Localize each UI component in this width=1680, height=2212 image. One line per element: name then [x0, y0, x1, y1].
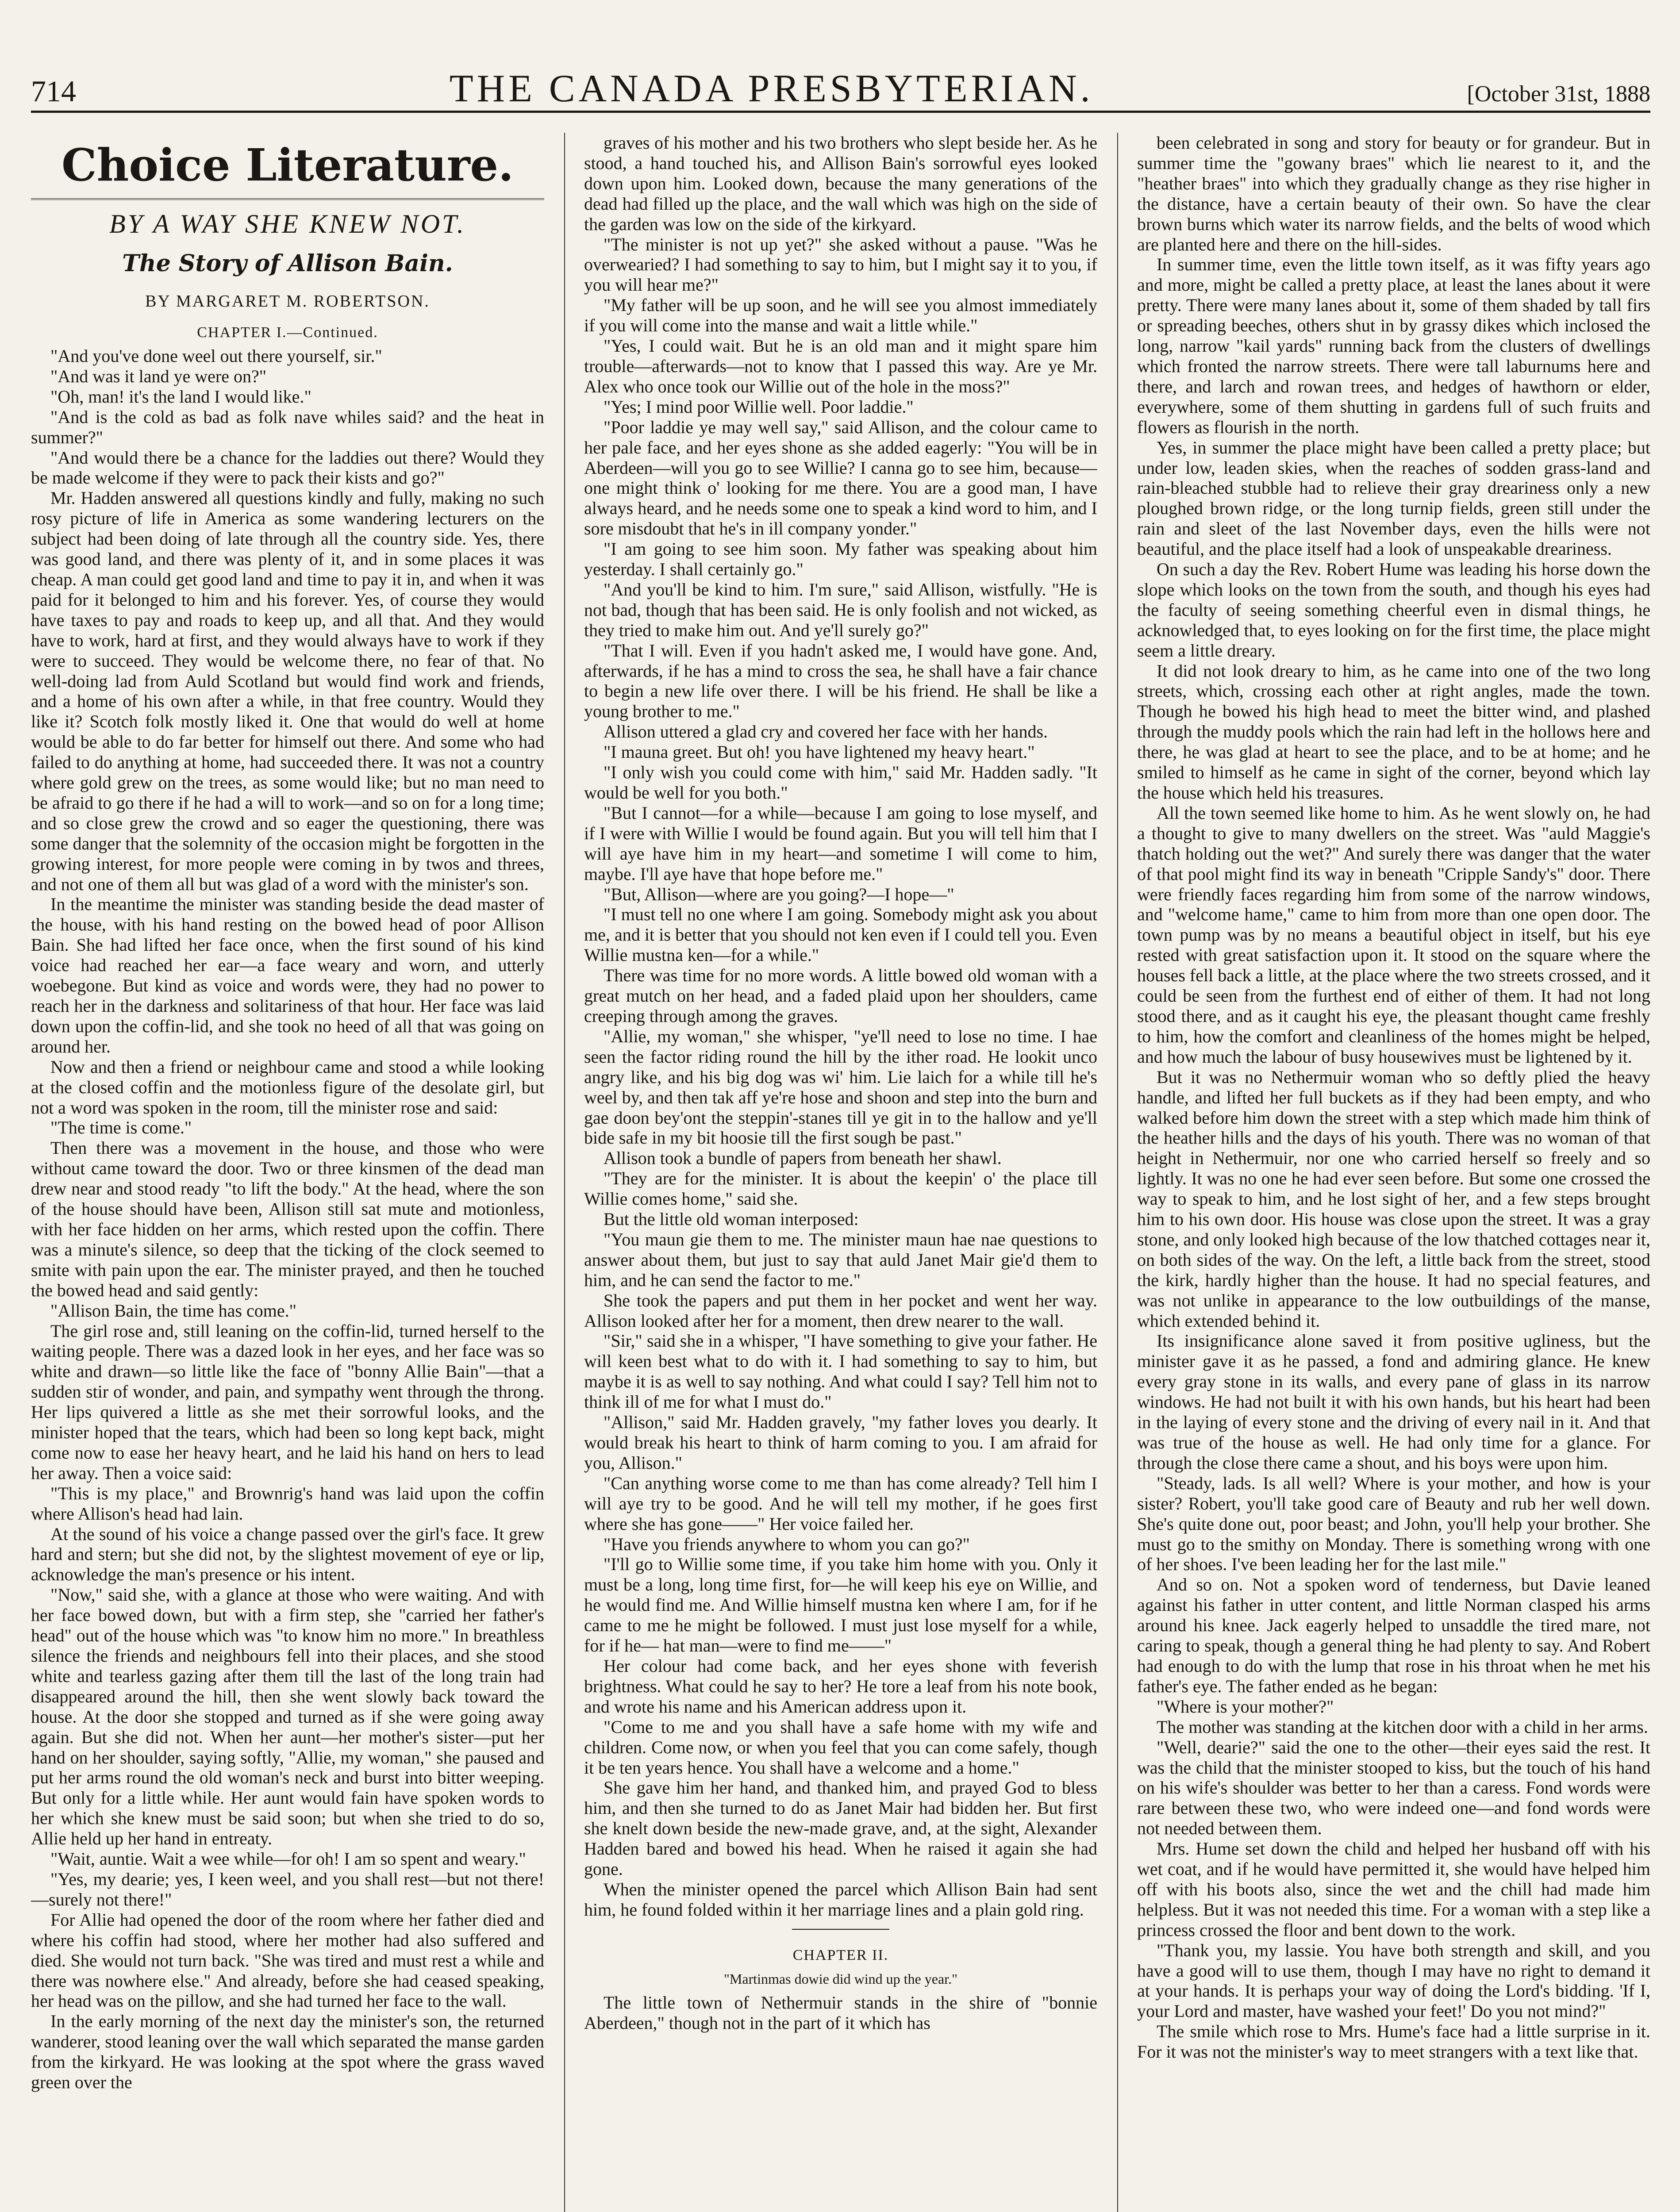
- column-3-text: [1137, 133, 1650, 2062]
- paragraph: "Steady, lads. Is all well? Where is your mother, and how is your sister? Robert, you'll take good care of Beauty and rub her well down. She's quite done out, poor beast; and John, you'll help your brother. She must go to the smithy on Monday. There is something wrong with one of her shoes. I've been leading her for the last mile.": [1137, 1473, 1650, 1575]
- paragraph: Mrs. Hume set down the child and helped her husband off with his wet coat, and if he would have permitted it, she would have helped him off with his boots also, since the wet and the chill had made him helpless. But it was not needed this time. For a woman with a step like a princess crossed the floor and bent down to the work.: [1137, 1839, 1650, 1940]
- paragraph: "Yes, I could wait. But he is an old man and it might spare him trouble—afterwards—not to know that I passed this way. Are ye Mr. Alex who once took our Willie out of the hole in the moss?": [584, 336, 1097, 396]
- paragraph: "Allison Bain, the time has come.": [50, 1300, 296, 1321]
- paragraph: When the minister opened the parcel which Allison Bain had sent him, he found folded within it her marriage lines and a plain gold ring.: [584, 1879, 1097, 1920]
- paragraph: "I mauna greet. But oh! you have lightened my heavy heart.": [604, 742, 1035, 762]
- paragraph: "Have you friends anywhere to whom you can go?": [604, 1534, 970, 1554]
- column-2: [584, 133, 1097, 2212]
- paragraph: "Yes, my dearie; yes, I keen weel, and you shall rest—but not there!—surely not there!": [31, 1869, 544, 1909]
- paragraph: The smile which rose to Mrs. Hume's face had a little surprise in it. For it was not the minister's way to meet strangers with a text like that.: [1137, 2021, 1650, 2062]
- paragraph: been celebrated in song and story for beauty or for grandeur. But in summer time the "gowany braes" which lie nearest to it, and the "heather braes" into which they gradually change as they rise higher in the distance, have a certain beauty of their own. So have the clear brown burns which water its narrow fields, and the belts of wood which are planted here and there on the hill-sides.: [1137, 133, 1650, 254]
- masthead: THE CANADA PRESBYTERIAN.: [449, 67, 1094, 110]
- column-2-text: [584, 133, 1097, 1920]
- paragraph: "But I cannot—for a while—because I am going to lose myself, and if I were with Willie I would be found again. But you will tell him that I will aye have him in my heart—and sometime I will come to him, maybe. I'll aye have that hope before me.": [584, 803, 1097, 884]
- paragraph: "And was it land ye were on?": [50, 366, 267, 386]
- column-2-chapter-text: [584, 1993, 1097, 2033]
- paragraph: "Where is your mother?": [1157, 1696, 1334, 1717]
- story-title: BY A WAY SHE KNEW NOT.: [109, 209, 466, 238]
- column-1: [31, 133, 544, 2212]
- column-rule: [1117, 133, 1118, 2212]
- paragraph: "Oh, man! it's the land I would like.": [50, 386, 311, 407]
- paragraph: "And you'll be kind to him. I'm sure," said Allison, wistfully. "He is not bad, though that has been said. He is only foolish and not wicked, as they tried to make him out. And ye'll surely go?": [584, 579, 1097, 640]
- paragraph: "Yes; I mind poor Willie well. Poor laddie.": [604, 396, 914, 417]
- paragraph: Its insignificance alone saved it from positive ugliness, but the minister gave it as he passed, a fond and admiring glance. He knew every gray stone in its walls, and every pane of glass in its narrow windows. He had not built it with his own hands, but his heart had been in the laying of every stone and the driving of every nail in it. And that was true of the house as well. He had only time for a glance. For through the close there came a shout, and his boys were upon him.: [1137, 1331, 1650, 1473]
- paragraph: "Well, dearie?" said the one to the other—their eyes said the rest. It was the child that the minister stooped to kiss, but the touch of his hand on his wife's shoulder was better to her than a caress. Fond words were rare between these two, who were indeed one—and fond words were not needed between them.: [1137, 1737, 1650, 1839]
- paragraph: The girl rose and, still leaning on the coffin-lid, turned herself to the waiting people. There was a dazed look in her eyes, and her face was so white and drawn—so little like the face of "bonny Allie Bain"—that a sudden stir of wonder, and pain, and sympathy went through the throng. Her lips quivered a little as she met their sorrowful looks, and the minister hoped that the tears, which had been so long kept back, might come now to ease her heavy heart, and he laid his hand on hers to lead her away. Then a voice said:: [31, 1321, 544, 1483]
- paragraph: Mr. Hadden answered all questions kindly and fully, making no such rosy picture of life in America as some wandering lecturers on the subject had been doing of late through all the country side. Yes, there was good land, and there was plenty of it, and in some places it was cheap. A man could get good land and time to pay it in, and when it was paid for it belonged to him and his forever. Yes, of course they would have taxes to pay and roads to keep up, and all that. And they would have to work, hard at first, and they would always have to work if they were to succeed. They would be welcome there, no fear of that. No well-doing lad from Auld Scotland but would find work and friends, and a home of his own after a while, in that free country. Would they like it? Scotch folk mostly liked it. One that would do well at home would be able to do far better for himself out there. And some who had failed to do anything at home, had succeeded there. It was not a country where gold grew on the trees, as some would like; but no man need to be afraid to go there if he had a will to work—and so on for a long time; and so close grew the crowd and so eager the questioning, there was some danger that the solemnity of the occasion might be forgotten in the growing interest, for more people were coming in by twos and threes, and not one of them all but was glad of a word with the minister's son.: [31, 488, 544, 894]
- paragraph: Her colour had come back, and her eyes shone with feverish brightness. What could he say to her? He tore a leaf from his note book, and wrote his name and his American address upon it.: [584, 1655, 1097, 1717]
- paragraph: She gave him her hand, and thanked him, and prayed God to bless him, and then she turned to do as Janet Mair had bidden her. But first she knelt down beside the new-made grave, and, at the sight, Alexander Hadden bared and bowed his head. When he raised it again she had gone.: [584, 1778, 1097, 1879]
- chapter-heading: CHAPTER II.: [792, 1947, 889, 1963]
- paragraph: "The time is come.": [50, 1118, 192, 1138]
- paragraph: "My father will be up soon, and he will see you almost immediately if you will come into the manse and wait a little while.": [584, 295, 1097, 336]
- paragraph: "And is the cold as bad as folk nave whiles said? and the heat in summer?": [31, 407, 544, 447]
- paragraph: All the town seemed like home to him. As he went slowly on, he had a thought to give to many dwellers on the street. Was "auld Maggie's thatch holding out the wet?" And surely there was danger that the water of that pool might find its way in beneath "Cripple Sandy's" door. There were friendly faces regarding him from some of the narrow windows, and "welcome hame," came to him from more than one open door. The town pump was by no means a beautiful object in itself, but his eye rested with great satisfaction upon it. It stood on the square where the houses fell back a little, at the place where the two streets crossed, and it could be seen from the furthest end of either of them. It had not long stood there, and as it caught his eye, the pleasant thought came freshly to him, how the comfort and cleanliness of the homes might be helped, and how much the labour of busy housewives must be lightened by it.: [1137, 803, 1650, 1067]
- paragraph: "I only wish you could come with him," said Mr. Hadden sadly. "It would be well for you both.": [584, 762, 1097, 803]
- paragraph: It did not look dreary to him, as he came into one of the two long streets, which, crossing each other at right angles, made the town. Though he bowed his high head to meet the bitter wind, and plashed through the muddy pools which the rain had left in the hollows here and there, he was glad at heart to see the place, and to be at home; and he smiled to himself as he came in sight of the corner, beyond which lay the house which held his treasures.: [1137, 661, 1650, 803]
- paragraph: "Wait, auntie. Wait a wee while—for oh! I am so spent and weary.": [50, 1849, 526, 1869]
- paragraph: "That I will. Even if you hadn't asked me, I would have gone. And, afterwards, if he has a mind to cross the sea, he shall have a fair chance to begin a new life over there. I will be his friend. He shall be like a young brother to me.": [584, 640, 1097, 722]
- paragraph: The little town of Nethermuir stands in the shire of "bonnie Aberdeen," though not in the part of it which has: [584, 1992, 1097, 2033]
- story-subtitle: The Story of Allison Bain.: [122, 250, 453, 277]
- paragraph: Now and then a friend or neighbour came and stood a while looking at the closed coffin and the motionless figure of the desolate girl, but not a word was spoken in the room, till the minister rose and said:: [31, 1056, 544, 1118]
- paragraph: "I must tell no one where I am going. Somebody might ask you about me, and it is better that you should not ken even if I could tell you. Even Willie mustna ken—for a while.": [584, 904, 1097, 965]
- paragraph: "Allison," said Mr. Hadden gravely, "my father loves you dearly. It would break his heart to think of harm coming to you. I am afraid for you, Allison.": [584, 1412, 1097, 1473]
- paragraph: In summer time, even the little town itself, as it was fifty years ago and more, might be called a pretty place, at least the lanes about it were pretty. There were many lanes about it, some of them shaded by tall firs or spreading beeches, others shut in by grassy dikes which inclosed the long, narrow "kail yards" running back from the clusters of dwellings which fronted the narrow streets. There were tall laburnums here and there, and larch and rowan trees, and hedges of hawthorn or elder, everywhere, some of them shutting in gardens full of such fruits and flowers as flourish in the north.: [1137, 254, 1650, 437]
- paragraph: "Come to me and you shall have a safe home with my wife and children. Come now, or when you feel that you can come safely, though it be ten years hence. You shall have a welcome and a home.": [584, 1717, 1097, 1778]
- paragraph: "They are for the minister. It is about the keepin' o' the place till Willie comes home," said she.: [584, 1168, 1097, 1209]
- paragraph: On such a day the Rev. Robert Hume was leading his horse down the slope which looks on the town from the south, and though his eyes had the faculty of seeing something cheerful even in dismal things, he acknowledged that, to eyes looking on for the first time, the place might seem a little dreary.: [1137, 559, 1650, 661]
- paragraph: "And would there be a chance for the laddies out there? Would they be made welcome if they were to pack their kists and go?": [31, 447, 544, 488]
- paragraph: Allison took a bundle of papers from beneath her shawl.: [604, 1148, 1002, 1168]
- paragraph: She took the papers and put them in her pocket and went her way. Allison looked after her for a moment, then drew nearer to the wall.: [584, 1290, 1097, 1331]
- paragraph: The mother was standing at the kitchen door with a child in her arms.: [1157, 1717, 1648, 1737]
- paragraph: "This is my place," and Brownrig's hand was laid upon the coffin where Allison's head had lain.: [31, 1483, 544, 1524]
- paragraph: "Now," said she, with a glance at those who were waiting. And with her face bowed down, but with a firm step, she "carried her father's head" out of the house which was "to know him no more." In breathless silence the friends and neighbours fell into their places, and she stood white and tearless gazing after them till the last of the long train had disappeared around the hill, then she went slowly back toward the house. At the door she stopped and turned as if she were going away again. But she did not. When her aunt—her mother's sister—put her hand on her shoulder, saying softly, "Allie, my woman," she paused and put her arms round the old woman's neck and burst into bitter weeping. But only for a little while. Her aunt would fain have spoken words to her which she knew must be said soon; but when she tried to do so, Allie held up her hand in entreaty.: [31, 1585, 544, 1849]
- paragraph: "And you've done weel out there yourself, sir.": [50, 346, 382, 366]
- paragraph: "Sir," said she in a whisper, "I have something to give your father. He will keen best what to do with it. I had something to say to him, but maybe it is as well to say nothing. And what could I say? Tell him not to think ill of me for what I must do.": [584, 1331, 1097, 1412]
- page-number: 714: [31, 74, 76, 108]
- chapter-epigraph: "Martinmas dowie did wind up the year.": [723, 1970, 958, 1987]
- paragraph: "You maun gie them to me. The minister maun hae nae questions to answer about them, but just to say that auld Janet Mair gie'd them to him, and he can send the factor to me.": [584, 1229, 1097, 1290]
- paragraph: "I'll go to Willie some time, if you take him home with you. Only it must be a long, long time first, for—he will keep his eye on Willie, and he would find me. And Willie himself mustna ken where I am, for if he came to me he might be followed. I must just lose myself for a while, for if he— hat man—were to find me——": [584, 1554, 1097, 1656]
- paragraph: In the early morning of the next day the minister's son, the returned wanderer, stood leaning over the wall which separated the manse garden from the kirkyard. He was looking at the spot where the grass waved green over the: [31, 2011, 544, 2093]
- paragraph: Then there was a movement in the house, and those who were without came toward the door. Two or three kinsmen of the dead man drew near and stood ready "to lift the body." At the head, where the son of the house should have been, Allison still sat mute and motionless, with her face hidden on her arms, which rested upon the coffin. There was a minute's silence, so deep that the ticking of the clock seemed to smite with pain upon the ear. The minister prayed, and then he touched the bowed head and said gently:: [31, 1138, 544, 1300]
- paragraph: But it was no Nethermuir woman who so deftly plied the heavy handle, and lifted her full buckets as if they had been empty, and who walked before him down the street with a step which made him think of the heather hills and the days of his youth. There was no woman of that height in Nethermuir, nor one who carried herself so freely and so lightly. It was no one he had ever seen before. But some one crossed the way to speak to him, and he lost sight of her, and a few steps brought him to his own door. His house was close upon the street. It was a gray stone, and only looked high because of the low thatched cottages near it, on both sides of the way. On the left, a little back from the street, stood the kirk, hardly higher than the house. It had no special features, and was not unlike in appearance to the low outbuildings of the manse, which extended behind it.: [1137, 1067, 1650, 1331]
- paragraph: "Can anything worse come to me than has come already? Tell him I will aye try to be good. And he will tell my mother, if he goes first where she has gone——" Her voice failed her.: [584, 1473, 1097, 1534]
- issue-date: [October 31st, 1888: [1467, 81, 1650, 107]
- paragraph: Yes, in summer the place might have been called a pretty place; but under low, leaden skies, when the reaches of sodden grass-land and rain-bleached stubble had to relieve their gray dreariness only a new ploughed brown ridge, or the long turnip fields, green still under the rain and sleet of the last November days, even the hills were not beautiful, and the place itself had a look of unspeakable dreariness.: [1137, 437, 1650, 559]
- paragraph: "But, Allison—where are you going?—I hope—": [604, 884, 954, 904]
- column-rule: [564, 133, 565, 2212]
- author-line: BY MARGARET M. ROBERTSON.: [145, 292, 430, 311]
- paragraph: Allison uttered a glad cry and covered her face with her hands.: [604, 722, 1048, 742]
- chapter-divider: [792, 1929, 889, 1930]
- paragraph: There was time for no more words. A little bowed old woman with a great mutch on her head, and a faded plaid upon her shoulders, came creeping through among the graves.: [584, 965, 1097, 1026]
- page-header: [31, 66, 1650, 113]
- paragraph: In the meantime the minister was standing beside the dead master of the house, with his hand resting on the bowed head of poor Allison Bain. She had lifted her face once, when the first sound of his kind voice had reached her ear—a face weary and worn, and utterly woebegone. But kind as voice and words were, they had no power to reach her in the darkness and solitariness of that hour. Her face was laid down upon the coffin-lid, and she took no heed of all that was going on around her.: [31, 894, 544, 1056]
- column-1-text: [31, 346, 544, 2093]
- column-3: [1137, 133, 1650, 2212]
- section-title: Choice Literature.: [31, 136, 544, 200]
- paragraph: "Thank you, my lassie. You have both strength and skill, and you have a good will to use them, though I may have no right to demand it at your hands. It is perhaps your way of doing the Lord's bidding. 'If I, your Lord and master, have washed your feet!' Do you not mind?": [1137, 1940, 1650, 2021]
- paragraph: graves of his mother and his two brothers who slept beside her. As he stood, a hand touched his, and Allison Bain's sorrowful eyes looked down upon him. Looked down, because the many generations of the dead had filled up the place, and the wall which was high on the side of the garden was low on the side of the kirkyard.: [584, 133, 1097, 234]
- paragraph: "I am going to see him soon. My father was speaking about him yesterday. I shall certainly go.": [584, 539, 1097, 580]
- chapter-heading: CHAPTER I.—Continued.: [197, 324, 378, 341]
- paragraph: "Allie, my woman," she whisper, "ye'll need to lose no time. I hae seen the factor riding round the hill by the ither road. He lookit unco angry like, and his big dog was wi' him. Lie laich for a while till he's weel by, and then tak aff ye're hose and shoon and step into the burn and gae doon bey'ont the steppin'-stanes till ye git in to the hallow and ye'll bide safe in my bit hoosie till the first sough be past.": [584, 1026, 1097, 1148]
- paragraph: "The minister is not up yet?" she asked without a pause. "Was he overwearied? I had something to say to him, but I might say it to you, if you will hear me?": [584, 234, 1097, 295]
- paragraph: And so on. Not a spoken word of tenderness, but Davie leaned against his father in utter content, and little Norman clasped his arms around his knee. Jack eagerly helped to unsaddle the tired mare, not caring to speak, though a general thing he had plenty to say. And Robert had enough to do with the lump that rose in his throat when he met his father's eye. The father ended as he began:: [1137, 1575, 1650, 1696]
- paragraph: "Poor laddie ye may well say," said Allison, and the colour came to her pale face, and her eyes shone as she added eagerly: "You will be in Aberdeen—will you go to see Willie? I canna go to see him, because—one might think o' looking for me there. You are a good man, I have always heard, and he needs some one to speak a kind word to him, and I sore misdoubt that he's in ill company yonder.": [584, 417, 1097, 539]
- paragraph: But the little old woman interposed:: [604, 1209, 859, 1229]
- paragraph: At the sound of his voice a change passed over the girl's face. It grew hard and stern; but she did not, by the slightest movement of eye or lip, acknowledge the man's presence or his intent.: [31, 1524, 544, 1585]
- paragraph: For Allie had opened the door of the room where her father died and where his coffin had stood, where her mother had also suffered and died. She would not turn back. "She was tired and must rest a while and there was nowhere else." And already, before she had ceased speaking, her head was on the pillow, and she had turned her face to the wall.: [31, 1909, 544, 2011]
